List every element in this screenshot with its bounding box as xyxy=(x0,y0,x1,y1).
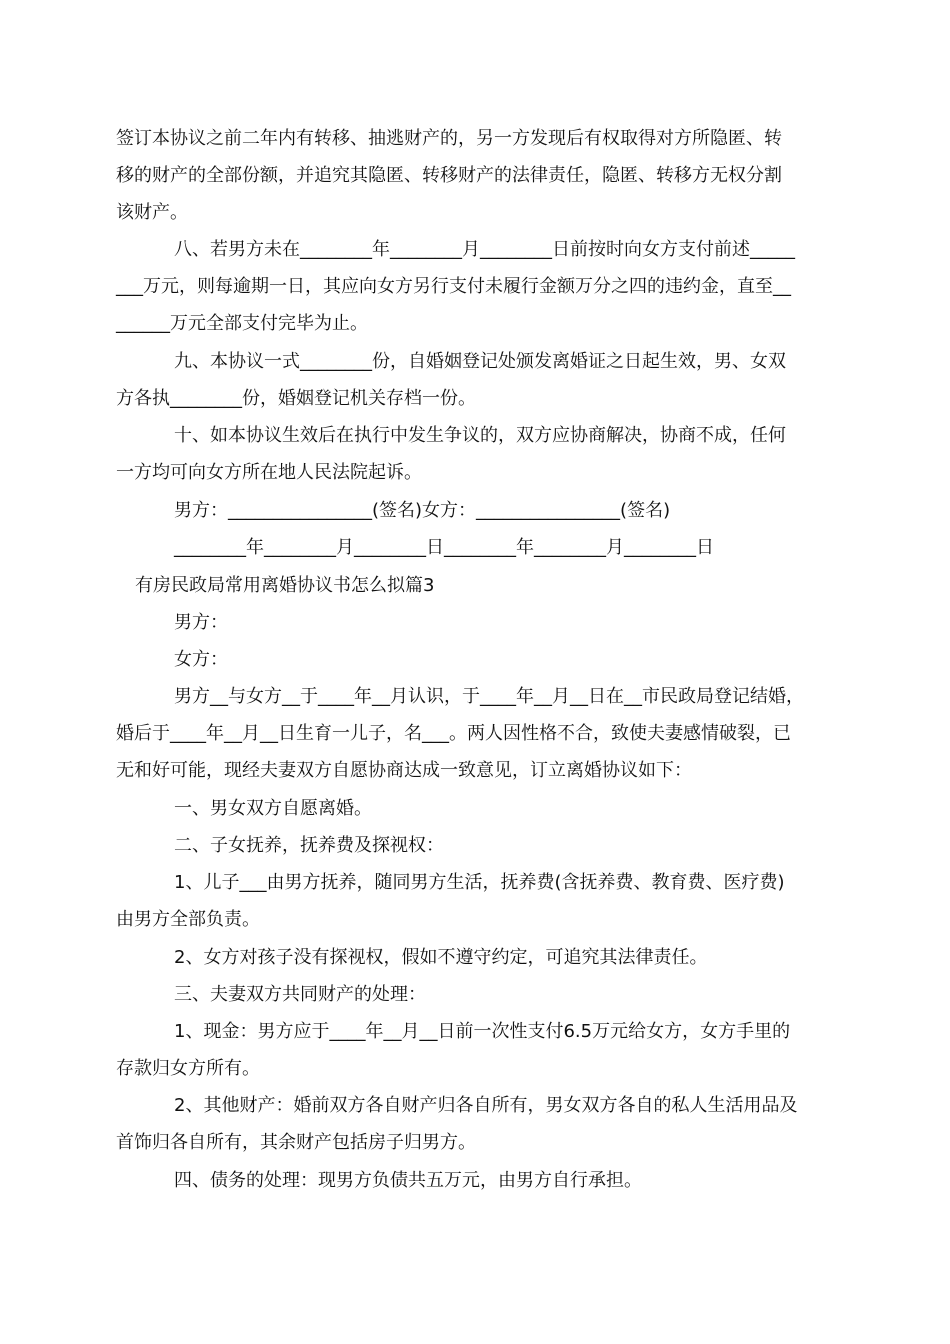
section-title: 有房民政局常用离婚协议书怎么拟篇3 xyxy=(135,575,435,596)
text-line: 十、如本协议生效后在执行中发生争议的，双方应协商解决，协商不成，任何 xyxy=(174,425,786,446)
text-line: 三、夫妻双方共同财产的处理： xyxy=(174,984,426,1005)
text-line: 二、子女抚养，抚养费及探视权： xyxy=(174,835,444,856)
text-line: 八、若男方未在________年________月________日前按时向女方支付前述_____ xyxy=(174,239,795,260)
text-line: 2、女方对孩子没有探视权，假如不遵守约定，可追究其法律责任。 xyxy=(174,947,708,968)
text-line: 方各执________份，婚姻登记机关存档一份。 xyxy=(116,388,476,409)
text-line: 移的财产的全部份额，并追究其隐匿、转移财产的法律责任，隐匿、转移方无权分割 xyxy=(116,165,782,186)
text-line: ___万元，则每逾期一日，其应向女方另行支付未履行金额万分之四的违约金，直至__ xyxy=(116,276,791,297)
text-line: 一、男女双方自愿离婚。 xyxy=(174,798,372,819)
text-line: 男方__与女方__于____年__月认识，于____年__月__日在__市民政局登记结婚， xyxy=(174,686,804,707)
text-line: 签订本协议之前二年内有转移、抽逃财产的，另一方发现后有权取得对方所隐匿、转 xyxy=(116,128,782,149)
text-line: 一方均可向女方所在地人民法院起诉。 xyxy=(116,462,422,483)
text-line: 1、现金：男方应于____年__月__日前一次性支付6.5万元给女方，女方手里的 xyxy=(174,1021,791,1042)
text-line: ______万元全部支付完毕为止。 xyxy=(116,313,368,334)
signature-line: 男方：________________(签名)女方：________________(签名) xyxy=(174,500,671,521)
text-line: 首饰归各自所有，其余财产包括房子归男方。 xyxy=(116,1132,476,1153)
party-female-label: 女方： xyxy=(174,649,228,670)
text-line: 四、债务的处理：现男方负债共五万元，由男方自行承担。 xyxy=(174,1170,642,1191)
text-line: 由男方全部负责。 xyxy=(116,909,260,930)
date-line: ________年________月________日________年________月________日 xyxy=(174,537,714,558)
text-line: 2、其他财产：婚前双方各自财产归各自所有，男女双方各自的私人生活用品及 xyxy=(174,1095,798,1116)
text-line: 1、儿子___由男方抚养，随同男方生活，抚养费(含抚养费、教育费、医疗费) xyxy=(174,872,785,893)
text-line: 无和好可能，现经夫妻双方自愿协商达成一致意见，订立离婚协议如下： xyxy=(116,760,692,781)
text-line: 该财产。 xyxy=(116,202,188,223)
text-line: 九、本协议一式________份，自婚姻登记处颁发离婚证之日起生效，男、女双 xyxy=(174,351,786,372)
party-male-label: 男方： xyxy=(174,612,228,633)
text-line: 婚后于____年__月__日生育一儿子，名___。两人因性格不合，致使夫妻感情破裂，已 xyxy=(116,723,791,744)
text-line: 存款归女方所有。 xyxy=(116,1058,260,1079)
